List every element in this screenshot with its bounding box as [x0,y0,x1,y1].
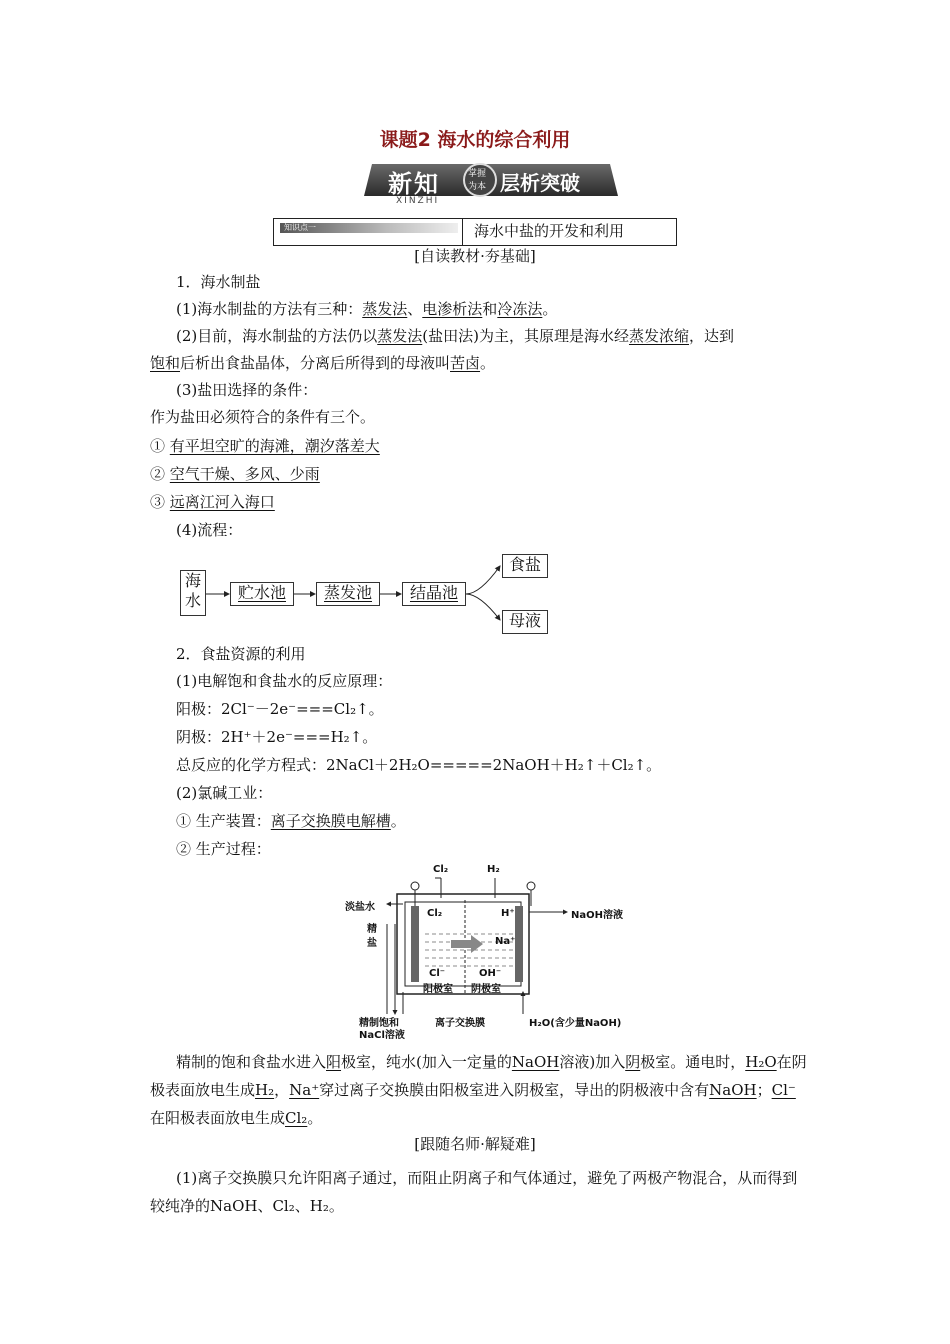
cond-1-num: ① [150,437,166,455]
s1-p1-pre: (1)海水制盐的方法有三种： [176,300,363,318]
s1-p3-intro: 作为盐田必须符合的条件有三个。 [150,408,376,426]
banner-rest: 层析突破 [500,171,580,195]
s1-p1-and: 和 [482,300,498,318]
flow-sea-1: 海 [184,571,201,590]
s2-heading: 2．食盐资源的利用 [176,645,306,663]
diag-water-in: H₂O(含少量NaOH) [529,1018,622,1029]
answer-cathode: 阴 [625,1053,641,1071]
banner-pinyin: XINZHI [396,196,440,206]
cathode-equation: 2H⁺＋2e⁻===H₂↑。 [221,728,378,746]
s1-p4: (4)流程： [176,521,243,539]
answer-freezing: 冷冻法 [497,300,543,318]
answer-membrane-cell: 离子交换膜电解槽 [270,812,391,830]
s1-p2-after: ，达到 [689,327,735,345]
answer-cl2: Cl₂ [285,1109,308,1127]
answer-concentrate: 蒸发浓缩 [628,327,689,345]
flow-pool-storage-label: 贮水池 [237,583,286,602]
diag-h2-top: H₂ [487,864,500,875]
s1-p1 [176,299,557,319]
cond-2-text: 空气干燥、多风、少雨 [169,465,320,483]
diag-cathode-room: 阴极室 [471,984,501,995]
knowledge-divider [462,219,463,245]
diag-refined-2: 盐 [367,938,377,949]
total-label: 总反应的化学方程式： [176,756,327,774]
cond-2-num: ② [150,465,166,483]
flow-mother-liquor: 母液 [502,610,548,634]
s1-p1-end: 。 [542,300,558,318]
answer-evaporation-2: 蒸发法 [377,327,423,345]
s1-p2-end: 。 [480,354,496,372]
diag-refined-1: 精 [367,924,377,935]
explain-t1: 精制的饱和食盐水进入 [176,1053,327,1071]
s1-p3: (3)盐田选择的条件： [176,381,318,399]
explain-t4: 极室。通电时， [640,1053,746,1071]
explain-t3: 溶液)加入 [559,1053,626,1071]
s1-cond-1 [150,436,380,456]
s1-p2-line1 [176,326,734,346]
answer-saturated: 饱和 [150,354,181,372]
s1-p1-sep: 、 [407,300,423,318]
anode-label: 阳极： [176,700,222,718]
s1-cond-3 [150,492,275,512]
section-banner [360,158,625,206]
knowledge-box [273,218,677,246]
section-note-teacher: [跟随名师·解疑难] [414,1135,536,1153]
answer-h2o: H₂O [745,1053,777,1071]
s1-p2-line2 [150,353,495,373]
answer-h2: H₂ [255,1081,275,1099]
diag-cl-minus: Cl⁻ [429,968,446,979]
section-note-read: [自读教材·夯基础] [414,247,536,265]
flow-arrows [180,552,560,634]
explain-t6: ， [274,1081,290,1099]
diag-feed-1: 精制饱和 [359,1018,399,1029]
diag-naoh-out: NaOH溶液 [571,910,623,921]
anode-equation: 2Cl⁻－2e⁻===Cl₂↑。 [221,700,384,718]
cond-3-num: ③ [150,493,166,511]
s1-heading: 1．海水制盐 [176,273,261,291]
final-paragraph: (1)离子交换膜只允许阳离子通过，而阻止阴离子和气体通过，避免了两极产物混合，从而得到较纯净的NaOH、Cl₂、H₂。 [150,1169,798,1215]
explain-paragraph [150,1048,810,1132]
answer-anode: 阳 [326,1053,342,1071]
explain-t7: 穿过离子交换膜由阳极室进入阴极室，导出的阴极液中含有 [319,1081,710,1099]
diag-membrane-label: 离子交换膜 [435,1018,485,1029]
s2-p2: (2)氯碱工业： [176,784,273,802]
s2-total [176,755,661,775]
electrolysis-drawing [345,864,645,1034]
answer-naoh-2: NaOH [709,1081,757,1099]
s1-p2-mid: (盐田法)为主，其原理是海水经 [422,327,629,345]
electrolysis-diagram [345,864,645,1041]
diag-cl2-in: Cl₂ [427,908,443,919]
answer-na: Na⁺ [289,1081,320,1099]
diag-oh-minus: OH⁻ [479,968,502,979]
flow-diagram [180,552,560,634]
knowledge-heading: 海水中盐的开发和利用 [474,222,625,240]
diag-na-plus: Na⁺ [495,936,516,947]
diag-feed-2: NaCl溶液 [359,1030,405,1041]
diag-dilute-brine: 淡盐水 [345,902,375,913]
explain-t9: 在阳极表面放电生成 [150,1109,286,1127]
flow-sea-2: 水 [184,591,201,610]
banner-small-top: 掌握 [468,169,487,179]
banner-main: 新知 [388,170,440,198]
flow-pool-crystal-label: 结晶池 [409,583,458,602]
s2-anode [176,699,384,719]
total-equation: 2NaCl＋2H₂O=====2NaOH＋H₂↑＋Cl₂↑。 [326,756,662,774]
s2-p1: (1)电解饱和食盐水的反应原理： [176,672,393,690]
s1-p2-pre: (2)目前，海水制盐的方法仍以 [176,327,378,345]
explain-t2: 极室，纯水(加入一定量的 [341,1053,512,1071]
cond-1-text: 有平坦空旷的海滩，潮汐落差大 [169,437,380,455]
knowledge-tag: 知识点一 [284,223,316,232]
answer-electrodialysis: 电渗析法 [422,300,483,318]
answer-naoh: NaOH [511,1053,560,1071]
explain-t10: 。 [307,1109,323,1127]
s1-cond-2 [150,464,320,484]
page-title: 课题2 海水的综合利用 [379,129,571,151]
flow-salt: 食盐 [502,554,548,578]
s2-device [176,811,406,831]
answer-bittern: 苦卤 [450,354,481,372]
device-pre: ① 生产装置： [176,812,271,830]
cathode-label: 阴极： [176,728,222,746]
diag-anode-room: 阳极室 [423,984,453,995]
diag-cl2-top: Cl₂ [433,864,449,875]
s2-cathode [176,727,377,747]
answer-evaporation: 蒸发法 [362,300,408,318]
flow-pool-evap-label: 蒸发池 [323,583,372,602]
explain-t8: ； [756,1081,772,1099]
cond-3-text: 远离江河入海口 [169,493,275,511]
diag-h-plus: H⁺ [501,908,515,919]
s2-process: ② 生产过程： [176,840,271,858]
device-end: 。 [390,812,406,830]
s1-p2-mid2: 后析出食盐晶体，分离后所得到的母液叫 [180,354,451,372]
explain-t5: 在阴极表面放电生成 [150,1053,807,1099]
answer-cl-minus: Cl⁻ [771,1081,796,1099]
banner-small-bottom: 为本 [468,182,487,192]
